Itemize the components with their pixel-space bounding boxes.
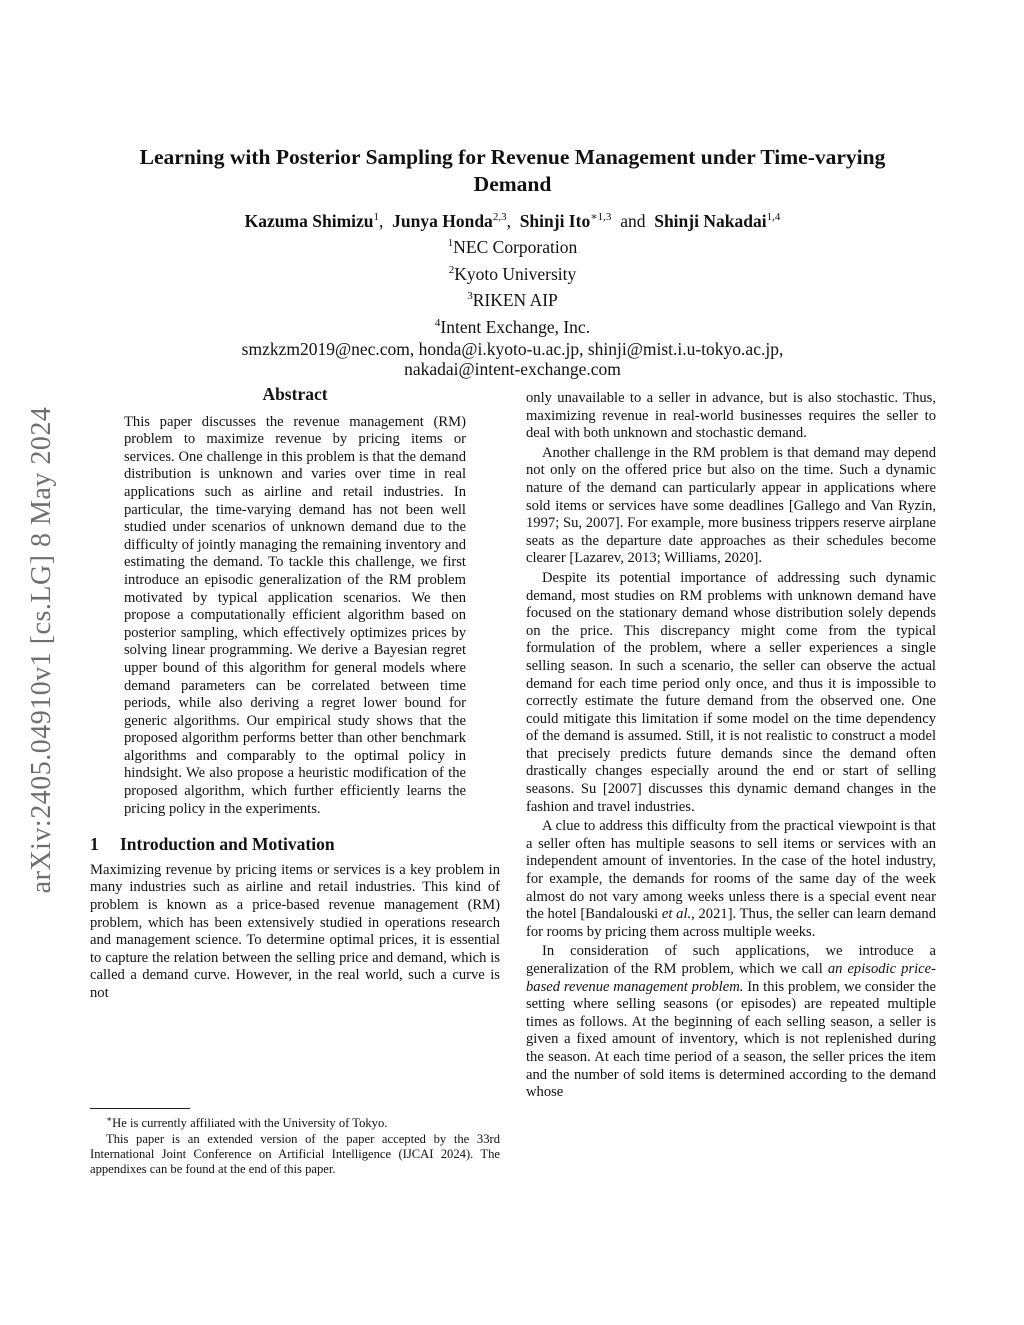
- right-column: [526, 390, 936, 1104]
- affiliation-name: RIKEN AIP: [472, 290, 558, 311]
- emphasis-text: et al.: [661, 906, 692, 923]
- affiliation-name: Intent Exchange, Inc.: [440, 317, 591, 338]
- section-number: 1: [90, 834, 99, 855]
- author-name: Shinji Ito: [519, 210, 591, 231]
- body-paragraph: [526, 818, 936, 941]
- author-affiliation-mark: ∗1,3: [590, 211, 612, 223]
- footnote: This paper is an extended version of the paper accepted by the 33rd International Joint Conference on Artificial Intelligence (IJCAI 2024). The appendixes can be found at the end of this paper.: [90, 1131, 500, 1177]
- abstract-text: This paper discusses the revenue management (RM) problem to maximize revenue by pricing items or services. One challenge in this problem is that the demand distribution is unknown and varies over time in real applications such as airline and retail industries. In particular, the time-varying demand has not been well studied under scenarios of unknown demand due to the difficulty of jointly managing the remaining inventory and estimating the demand. To tackle this challenge, we first introduce an episodic generalization of the RM problem motivated by typical application scenarios. We then propose a computationally efficient algorithm based on posterior sampling, which effectively optimizes prices by solving linear programming. We derive a Bayesian regret upper bound of this algorithm for general models where demand parameters can be correlated between time periods, while also deriving a regret lower bound for generic algorithms. Our empirical study shows that the proposed algorithm performs better than other benchmark algorithms and comparably to the optimal policy in hindsight. We also propose a heuristic modification of the proposed algorithm, which further efficiently learns the pricing policy in the experiments.: [124, 413, 466, 817]
- affiliation-mark: 4: [434, 317, 441, 330]
- abstract-heading: Abstract: [262, 384, 328, 404]
- affiliation-mark: 3: [467, 290, 473, 303]
- affiliation-line: [90, 312, 935, 339]
- footnote-text: He is currently affiliated with the University of Tokyo.: [112, 1116, 388, 1131]
- email-line-1: smzkzm2019@nec.com, honda@i.kyoto-u.ac.jp, shinji@mist.i.u-tokyo.ac.jp,: [241, 339, 784, 360]
- affiliation-name: NEC Corporation: [453, 236, 578, 257]
- paragraph-text: A clue to address this difficulty from the practical viewpoint is that a seller often has multiple seasons to sell items or services with an independent amount of inventories. In the case of the hotel industry, for example, the demands for rooms of the same day of the week almost do not vary among weeks unless there is a special event near the hotel [Bandalouski: [526, 818, 936, 923]
- paper-title-line-1: Learning with Posterior Sampling for Revenue Management under Time-varying: [139, 145, 886, 169]
- arxiv-identifier-sidebar: [22, 340, 62, 960]
- paragraph-text: , 2021]. Thus, the seller can learn demand for rooms by pricing them across multiple weeks.: [526, 906, 936, 940]
- section-heading: [90, 836, 500, 854]
- emphasis-text: an episodic price-based revenue management problem.: [526, 961, 936, 995]
- paper-title: [90, 144, 935, 198]
- affiliation-mark: 1: [447, 236, 454, 249]
- author-affiliation-mark: 1,4: [766, 211, 781, 223]
- author-name: Junya Honda: [392, 210, 493, 231]
- body-paragraph: [526, 943, 936, 1101]
- author-emails: [90, 339, 935, 379]
- author-name: Shinji Nakadai: [654, 210, 767, 231]
- body-paragraph: only unavailable to a seller in advance, but is also stochastic. Thus, maximizing revenue in real-world businesses requires the seller to deal with both unknown and stochastic demand.: [526, 390, 936, 442]
- email-line-2: nakadai@intent-exchange.com: [404, 359, 621, 380]
- author-affiliation-mark: 1: [373, 211, 380, 223]
- author-affiliation-mark: 2,3: [492, 211, 507, 223]
- affiliation-mark: 2: [448, 263, 455, 276]
- author-and: and: [620, 210, 646, 231]
- footnotes: [90, 1112, 500, 1178]
- footnote-mark: ∗: [106, 1114, 113, 1124]
- body-paragraph: Another challenge in the RM problem is that demand may depend not only on the offered price but also on the time. Such a dynamic nature of the demand can particularly appear in applications where sold items or services have some deadlines [Gallego and Van Ryzin, 1997; Su, 2007]. For example, more business trippers reserve airplane seats as the departure date approaches as their schedules become clearer [Lazarev, 2013; Williams, 2020].: [526, 444, 936, 567]
- paper-title-line-2: Demand: [473, 172, 552, 196]
- paper-header: [90, 144, 935, 379]
- left-column: [90, 386, 500, 1003]
- affiliation-line: [90, 232, 935, 259]
- footnote-divider: [90, 1108, 190, 1109]
- footnote: [90, 1112, 500, 1132]
- affiliation-name: Kyoto University: [454, 263, 577, 284]
- author-name: Kazuma Shimizu: [244, 210, 374, 231]
- paragraph-text: In consideration of such applications, we introduce a generalization of the RM problem, which we call: [526, 943, 936, 977]
- author-separator: ,: [379, 210, 384, 231]
- section-title: Introduction and Motivation: [120, 834, 335, 855]
- body-paragraph: Maximizing revenue by pricing items or services is a key problem in many industries such as airline and retail industries. This kind of problem is known as a price-based revenue management (RM) problem, which has been extensively studied in operations research and management science. To determine optimal prices, it is essential to capture the relation between the selling price and demand, which is called a demand curve. However, in the real world, such a curve is not: [90, 861, 500, 1001]
- arxiv-identifier-text: arXiv:2405.04910v1 [cs.LG] 8 May 2024: [26, 406, 57, 894]
- author-separator: ,: [506, 210, 511, 231]
- author-list: [90, 206, 935, 232]
- paragraph-text: In this problem, we consider the setting where selling seasons (or episodes) are repeated multiple times as follows. At the beginning of each selling season, a seller is given a fixed amount of inventory, which is not replenished during the season. At each time period of a season, the seller prices the item and the number of sold items is determined according to the demand whose: [526, 978, 936, 1101]
- abstract-body: [90, 414, 500, 819]
- affiliation-line: [90, 285, 935, 312]
- body-paragraph: Despite its potential importance of addressing such dynamic demand, most studies on RM problems with unknown demand have focused on the stationary demand whose distribution solely depends on the price. This discrepancy might come from the typical formulation of the problem, where a seller experiences a single selling season. In such a scenario, the seller can observe the actual demand for each time period only once, and thus it is impossible to correctly estimate the future demand from the observed one. One could mitigate this limitation if some model on the time dependency of the demand is assumed. Still, it is not realistic to construct a model that precisely predicts future demands since the demand often drastically changes especially around the end or start of selling seasons. Su [2007] discusses this dynamic demand changes in the fashion and travel industries.: [526, 569, 936, 815]
- affiliation-line: [90, 259, 935, 286]
